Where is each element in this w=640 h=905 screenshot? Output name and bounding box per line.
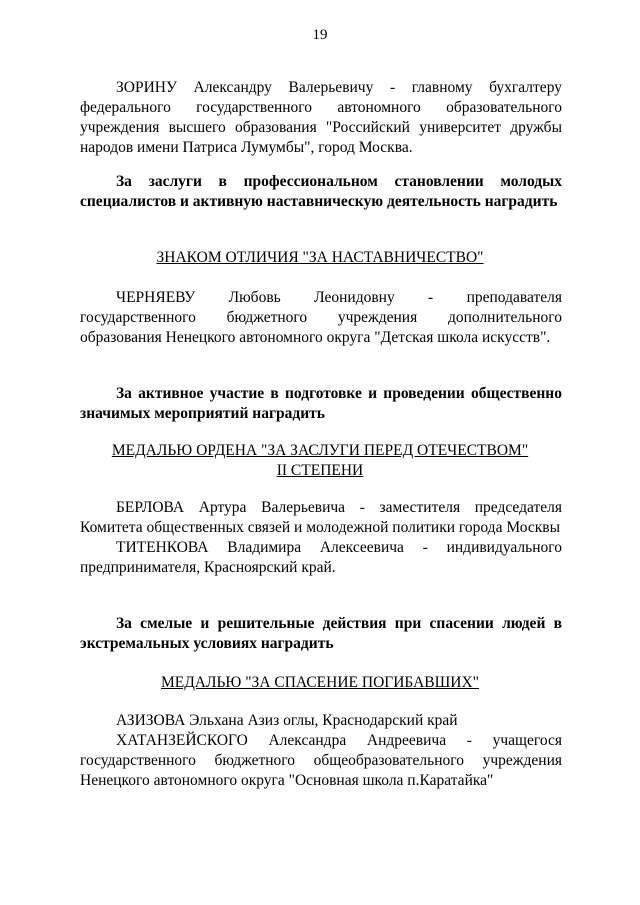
award-recipient-paragraph: БЕРЛОВА Артура Валерьевича - заместителя председателя Комитета общественных связей и молодежной политики города Москвы [80,499,562,536]
section-zorin [80,78,562,158]
section-rescue-heading [80,614,562,654]
award-title-rescue: МЕДАЛЬЮ "ЗА СПАСЕНИЕ ПОГИБАВШИХ" [160,674,479,691]
merit-heading: За смелые и решительные действия при спасении людей в экстремальных условиях наградить [80,615,562,652]
award-recipient-paragraph: ЗОРИНУ Александру Валерьевичу - главному бухгалтеру федерального государственного автономного образовательного учреждения высшего образования "Российский университет дружбы народов имени Патриса Лумумбы", город Москва. [80,79,562,156]
award-recipient-paragraph: ТИТЕНКОВА Владимира Алексеевича - индивидуального предпринимателя, Красноярский край. [80,539,562,576]
section-azizov-khatanzeisky [80,711,562,791]
award-title-order-degree: II СТЕПЕНИ [276,462,364,479]
section-events-heading [80,384,562,424]
section-mentorship-heading [80,172,562,212]
section-chernyaeva [80,288,562,348]
merit-heading: За заслуги в профессиональном становлении молодых специалистов и активную наставническую деятельность наградить [80,173,562,210]
page-number: 19 [312,27,328,43]
merit-heading: За активное участие в подготовке и проведении общественно значимых мероприятий наградить [80,385,562,422]
award-title-order-medal: МЕДАЛЬЮ ОРДЕНА "ЗА ЗАСЛУГИ ПЕРЕД ОТЕЧЕСТВОМ" [111,442,529,459]
section-berlov-titenkov [80,498,562,578]
award-recipient-paragraph: ЧЕРНЯЕВУ Любовь Леонидовну - преподавателя государственного бюджетного учреждения дополнительного образования Ненецкого автономного округа "Детская школа искусств". [80,289,562,346]
award-recipient-paragraph: АЗИЗОВА Эльхана Азиз оглы, Краснодарский край [116,712,458,729]
award-title-mentorship: ЗНАКОМ ОТЛИЧИЯ "ЗА НАСТАВНИЧЕСТВО" [156,249,484,266]
award-recipient-paragraph: ХАТАНЗЕЙСКОГО Александра Андреевича - учащегося государственного бюджетного общеобразовательного учреждения Ненецкого автономного округа "Основная школа п.Каратайка" [80,732,562,789]
